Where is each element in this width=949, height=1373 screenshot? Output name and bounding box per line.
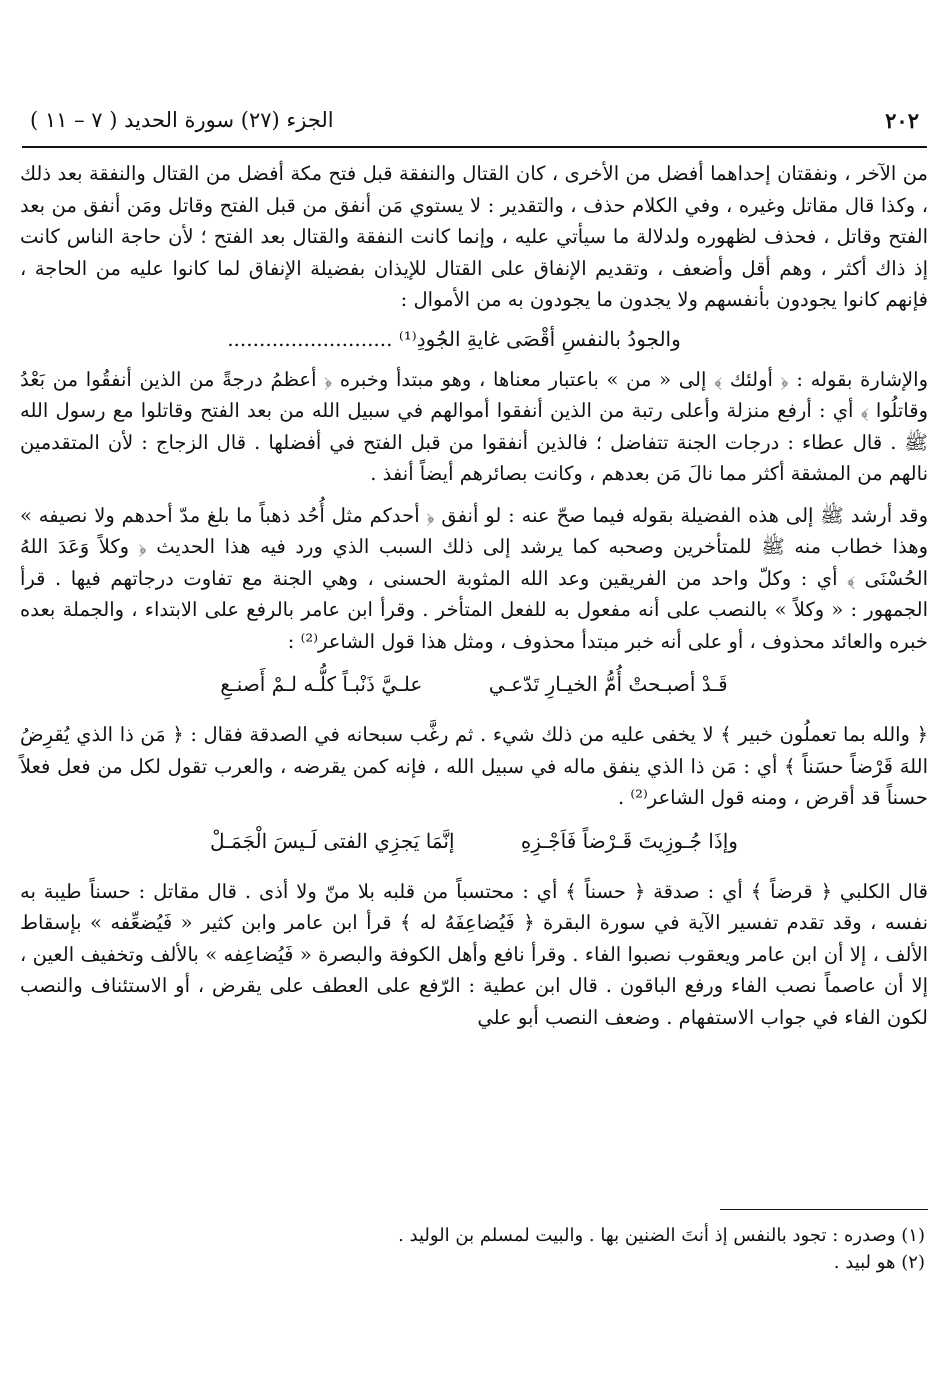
main-text [20,158,928,1033]
footnotes [20,1222,925,1276]
footnote-divider [720,1209,928,1210]
footnote-1: (١) وصدره : تجود بالنفس إذ أنتَ الضنين بها . والبيت لمسلم بن الوليد . [398,1225,925,1246]
verse-3-first-hemistich: وإذَا جُـوزِيتَ قَـرْضاً فَاَجْـزِهِ [520,828,738,853]
verse-2-first-hemistich: قَـدْ أصبـحتْ أُمُّ الخيـارِ تَدّعـي [488,672,728,696]
paragraph-2: والإشارة بقوله : ﴿ أولئك ﴾ إلى « من » باعتبار معناها ، وهو مبتدأ وخبره ﴿ أعظمُ درجةً من الذين أنفقُوا من بَعْدُ وقاتلُوا ﴾ أي : أرفع منزلة وأعلى رتبة من الذين أنفقوا أموالهم في سبيل الله من بعد الفتح وقاتلوا مع رسول الله ﷺ . قال عطاء : درجات الجنة تتفاضل ؛ فالذين أنفقوا من قبل الفتح في أفضلها . قال الزجاج : لأن المتقدمين نالهم من المشقة أكثر مما نالَ مَن بعدهم ، وكانت بصائرهم أيضاً أنفذ . [20,367,928,485]
verse-3-second-hemistich: إنَّمَا يَجزِي الفتى لَـيسَ الْجَمَـلْ [210,828,455,853]
verse-1: والجودُ بالنفسِ أقْصَى غايةِ الجُودِ⁽¹⁾ .......................... [227,326,681,351]
footnote-2: (٢) هو لبيد . [833,1252,925,1273]
paragraph-5: قال الكلبي ﴿ قرضاً ﴾ أي : صدقة ﴿ حسناً ﴾ أي : محتسباً من قلبه بلا منّ ولا أذى . قال مقاتل : حسناً طيبة به نفسه ، وقد تقدم تفسير الآية في سورة البقرة ﴿ فَيُضاعِفَهُ له ﴾ قرأ ابن عامر وابن كثير « فَيُضعِّفه » بإسقاط الألف ، إلا أن ابن عامر ويعقوب نصبوا الفاء . وقرأ نافع وأهل الكوفة والبصرة « فَيُضاعِفه » بالألف وتخفيف العين ، إلا أن عاصماً نصب الفاء ورفع الباقون . قال ابن عطية : الرّفع على العطف على يقرض ، أو الاستئناف والنصب لكون الفاء في جواب الاستفهام . وضعف النصب أبو علي [20,879,928,1029]
page-number: ٢٠٢ [885,108,919,133]
paragraph-1: من الآخر ، ونفقتان إحداهما أفضل من الأخرى ، كان القتال والنفقة قبل فتح مكة أفضل من القتال والنفقة بعد ذلك ، وكذا قال مقاتل وغيره ، وفي الكلام حذف ، والتقدير : لا يستوي مَن أنفق من قبل الفتح وقاتل ومَن أنفق من بعد الفتح وقاتل ، فحذف لظهوره ولدلالة ما سيأتي عليه ، وإنما كانت النفقة والقتال بعد الفتح ؛ لأن حاجة الناس كانت إذ ذاك أكثر ، وهم أقل وأضعف ، وتقديم الإنفاق على القتال للإيذان بفضيلة الإنفاق لما كانوا عليه من الحاجة ، فإنهم كانوا يجودون بأنفسهم ولا يجدون ما يجودون به من الأموال : [20,162,928,311]
verse-2 [20,667,928,701]
running-head: الجزء (٢٧) سورة الحديد ( ٧ – ١١ ) [30,108,334,132]
verse-3 [20,824,928,858]
verse-2-second-hemistich: علـيَّ ذَنْبـاً كلُّـه لـمْ أَصنـعِ [220,672,423,696]
paragraph-3: وقد أرشد ﷺ إلى هذه الفضيلة بقوله فيما صحّ عنه : لو أنفق ﴿ أحدكم مثل أُحُد ذهباً ما بلغ مدّ أحدهم ولا نصيفه » وهذا خطاب منه ﷺ للمتأخرين وصحبه كما يرشد إلى ذلك السبب الذي ورد فيه هذا الحديث ﴿ وكلاً وَعَدَ اللهُ الحُسْنَى ﴾ أي : وكلّ واحد من الفريقين وعد الله المثوبة الحسنى ، وهي الجنة مع تفاوت درجاتهم فيها . قرأ الجمهور : « وكلاً » بالنصب على أنه مفعول به للفعل المتأخر . وقرأ ابن عامر بالرفع على الابتداء ، والجملة بعده خبره والعائد محذوف ، أو على أنه خبر مبتدأ محذوف ، ومثل هذا قول الشاعر⁽²⁾ : [20,503,928,653]
page-header [22,104,927,144]
header-divider [22,146,927,148]
paragraph-4: ﴿ والله بما تعملُون خبير ﴾ لا يخفى عليه من ذلك شيء . ثم رغَّب سبحانه في الصدقة فقال : ﴿ مَن ذا الذي يُقرِضُ اللهَ قَرْضاً حسَناً ﴾ أي : مَن ذا الذي ينفق ماله في سبيل الله ، فإنه كمن يقرضه ، والعرب تقول لكل من فعل فعلاً حسناً قد أقرض ، ومنه قول الشاعر⁽²⁾ . [20,723,928,809]
